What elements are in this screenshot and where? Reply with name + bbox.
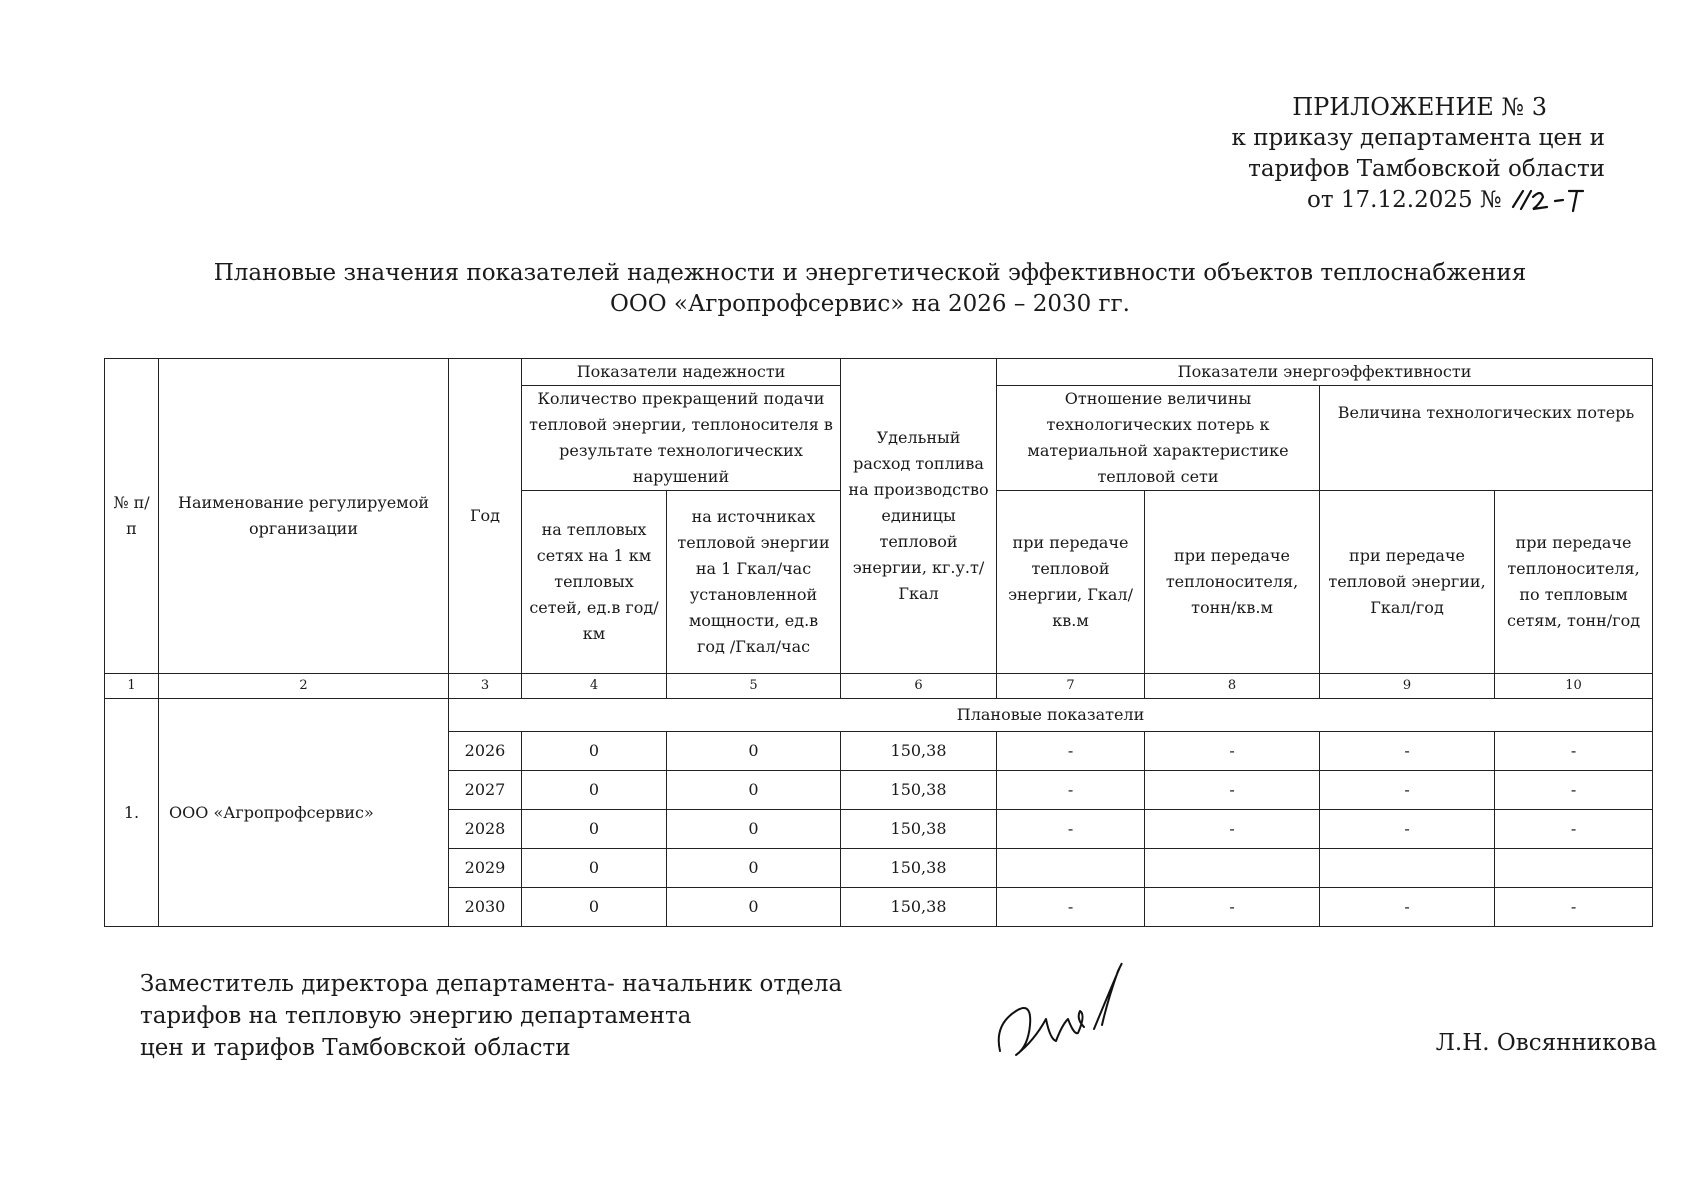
cell-col5: 0 xyxy=(667,771,841,810)
cell-year: 2030 xyxy=(449,888,522,927)
cell-col6: 150,38 xyxy=(841,732,997,771)
column-number: 6 xyxy=(841,674,997,699)
appendix-title: ПРИЛОЖЕНИЕ № 3 xyxy=(1292,93,1547,121)
header-interruptions: Количество прекращений подачи тепловой энергии, теплоносителя в результате технологических нарушений xyxy=(522,386,841,491)
cell-col5: 0 xyxy=(667,888,841,927)
cell-col4: 0 xyxy=(522,732,667,771)
handwritten-number xyxy=(1509,185,1589,213)
appendix-header xyxy=(1185,92,1605,216)
cell-col7: - xyxy=(997,810,1145,849)
appendix-line-2: тарифов Тамбовской области xyxy=(1248,156,1605,182)
cell-col9: - xyxy=(1320,732,1495,771)
header-num: № п/п xyxy=(105,359,159,674)
cell-col8: - xyxy=(1145,771,1320,810)
appendix-date-line xyxy=(1185,185,1589,216)
column-number: 8 xyxy=(1145,674,1320,699)
cell-col9: - xyxy=(1320,810,1495,849)
header-energy-efficiency: Показатели энергоэффективности xyxy=(997,359,1653,386)
header-reliability: Показатели надежности xyxy=(522,359,841,386)
header-loss-ratio: Отношение величины технологических потерь к материальной характеристике тепловой сети xyxy=(997,386,1320,491)
cell-year: 2026 xyxy=(449,732,522,771)
column-numbers-row xyxy=(105,674,1653,699)
indicators-table xyxy=(104,358,1653,927)
column-number: 1 xyxy=(105,674,159,699)
header-col8: при передаче теплоносителя, тонн/кв.м xyxy=(1145,491,1320,674)
cell-year: 2028 xyxy=(449,810,522,849)
document-title-line-2: ООО «Агропрофсервис» на 2026 – 2030 гг. xyxy=(610,291,1130,317)
signer-name: Л.Н. Овсянникова xyxy=(1435,1030,1657,1056)
cell-col10: - xyxy=(1495,810,1653,849)
handwritten-signature xyxy=(990,955,1140,1065)
cell-col9 xyxy=(1320,849,1495,888)
cell-col5: 0 xyxy=(667,849,841,888)
appendix-line-1: к приказу департамента цен и xyxy=(1231,125,1605,151)
cell-col8: - xyxy=(1145,810,1320,849)
column-number: 7 xyxy=(997,674,1145,699)
cell-year: 2027 xyxy=(449,771,522,810)
header-col7: при передаче тепловой энергии, Гкал/кв.м xyxy=(997,491,1145,674)
cell-col9: - xyxy=(1320,771,1495,810)
column-number: 4 xyxy=(522,674,667,699)
column-number: 2 xyxy=(159,674,449,699)
section-row xyxy=(105,699,1653,732)
cell-col8: - xyxy=(1145,732,1320,771)
cell-col6: 150,38 xyxy=(841,771,997,810)
appendix-date: от 17.12.2025 № xyxy=(1307,187,1502,213)
cell-col8: - xyxy=(1145,888,1320,927)
cell-col4: 0 xyxy=(522,888,667,927)
header-col10: при передаче теплоносителя, по тепловым сетям, тонн/год xyxy=(1495,491,1653,674)
signer-position xyxy=(140,968,842,1064)
header-row-1 xyxy=(105,359,1653,386)
header-col9: при передаче тепловой энергии, Гкал/год xyxy=(1320,491,1495,674)
header-col6: Удельный расход топлива на производство единицы тепловой энергии, кг.у.т/Гкал xyxy=(841,359,997,674)
cell-col9: - xyxy=(1320,888,1495,927)
document-title-line-1: Плановые значения показателей надежности и энергетической эффективности объектов теплоснабжения xyxy=(213,260,1527,286)
cell-year: 2029 xyxy=(449,849,522,888)
cell-col6: 150,38 xyxy=(841,849,997,888)
column-number: 9 xyxy=(1320,674,1495,699)
organization-name: ООО «Агропрофсервис» xyxy=(159,699,449,927)
column-number: 5 xyxy=(667,674,841,699)
cell-col6: 150,38 xyxy=(841,810,997,849)
cell-col4: 0 xyxy=(522,771,667,810)
cell-col6: 150,38 xyxy=(841,888,997,927)
header-col5: на источниках тепловой энергии на 1 Гкал/час установленной мощности, ед.в год /Гкал/час xyxy=(667,491,841,674)
header-org: Наименование регулируемой организации xyxy=(159,359,449,674)
cell-col10: - xyxy=(1495,771,1653,810)
column-number: 10 xyxy=(1495,674,1653,699)
section-label: Плановые показатели xyxy=(449,699,1653,732)
signer-position-line-3: цен и тарифов Тамбовской области xyxy=(140,1035,571,1061)
row-number: 1. xyxy=(105,699,159,927)
header-col4: на тепловых сетях на 1 км тепловых сетей, ед.в год/км xyxy=(522,491,667,674)
cell-col10: - xyxy=(1495,888,1653,927)
column-number: 3 xyxy=(449,674,522,699)
document-title xyxy=(200,258,1540,320)
cell-col10: - xyxy=(1495,732,1653,771)
cell-col7: - xyxy=(997,771,1145,810)
cell-col5: 0 xyxy=(667,732,841,771)
cell-col5: 0 xyxy=(667,810,841,849)
cell-col8 xyxy=(1145,849,1320,888)
signer-position-line-1: Заместитель директора департамента- начальник отдела xyxy=(140,971,843,997)
header-loss-value: Величина технологических потерь xyxy=(1320,386,1653,491)
cell-col4: 0 xyxy=(522,849,667,888)
cell-col7 xyxy=(997,849,1145,888)
cell-col7: - xyxy=(997,888,1145,927)
header-year: Год xyxy=(449,359,522,674)
signer-position-line-2: тарифов на тепловую энергию департамента xyxy=(140,1003,692,1029)
cell-col10 xyxy=(1495,849,1653,888)
cell-col4: 0 xyxy=(522,810,667,849)
cell-col7: - xyxy=(997,732,1145,771)
